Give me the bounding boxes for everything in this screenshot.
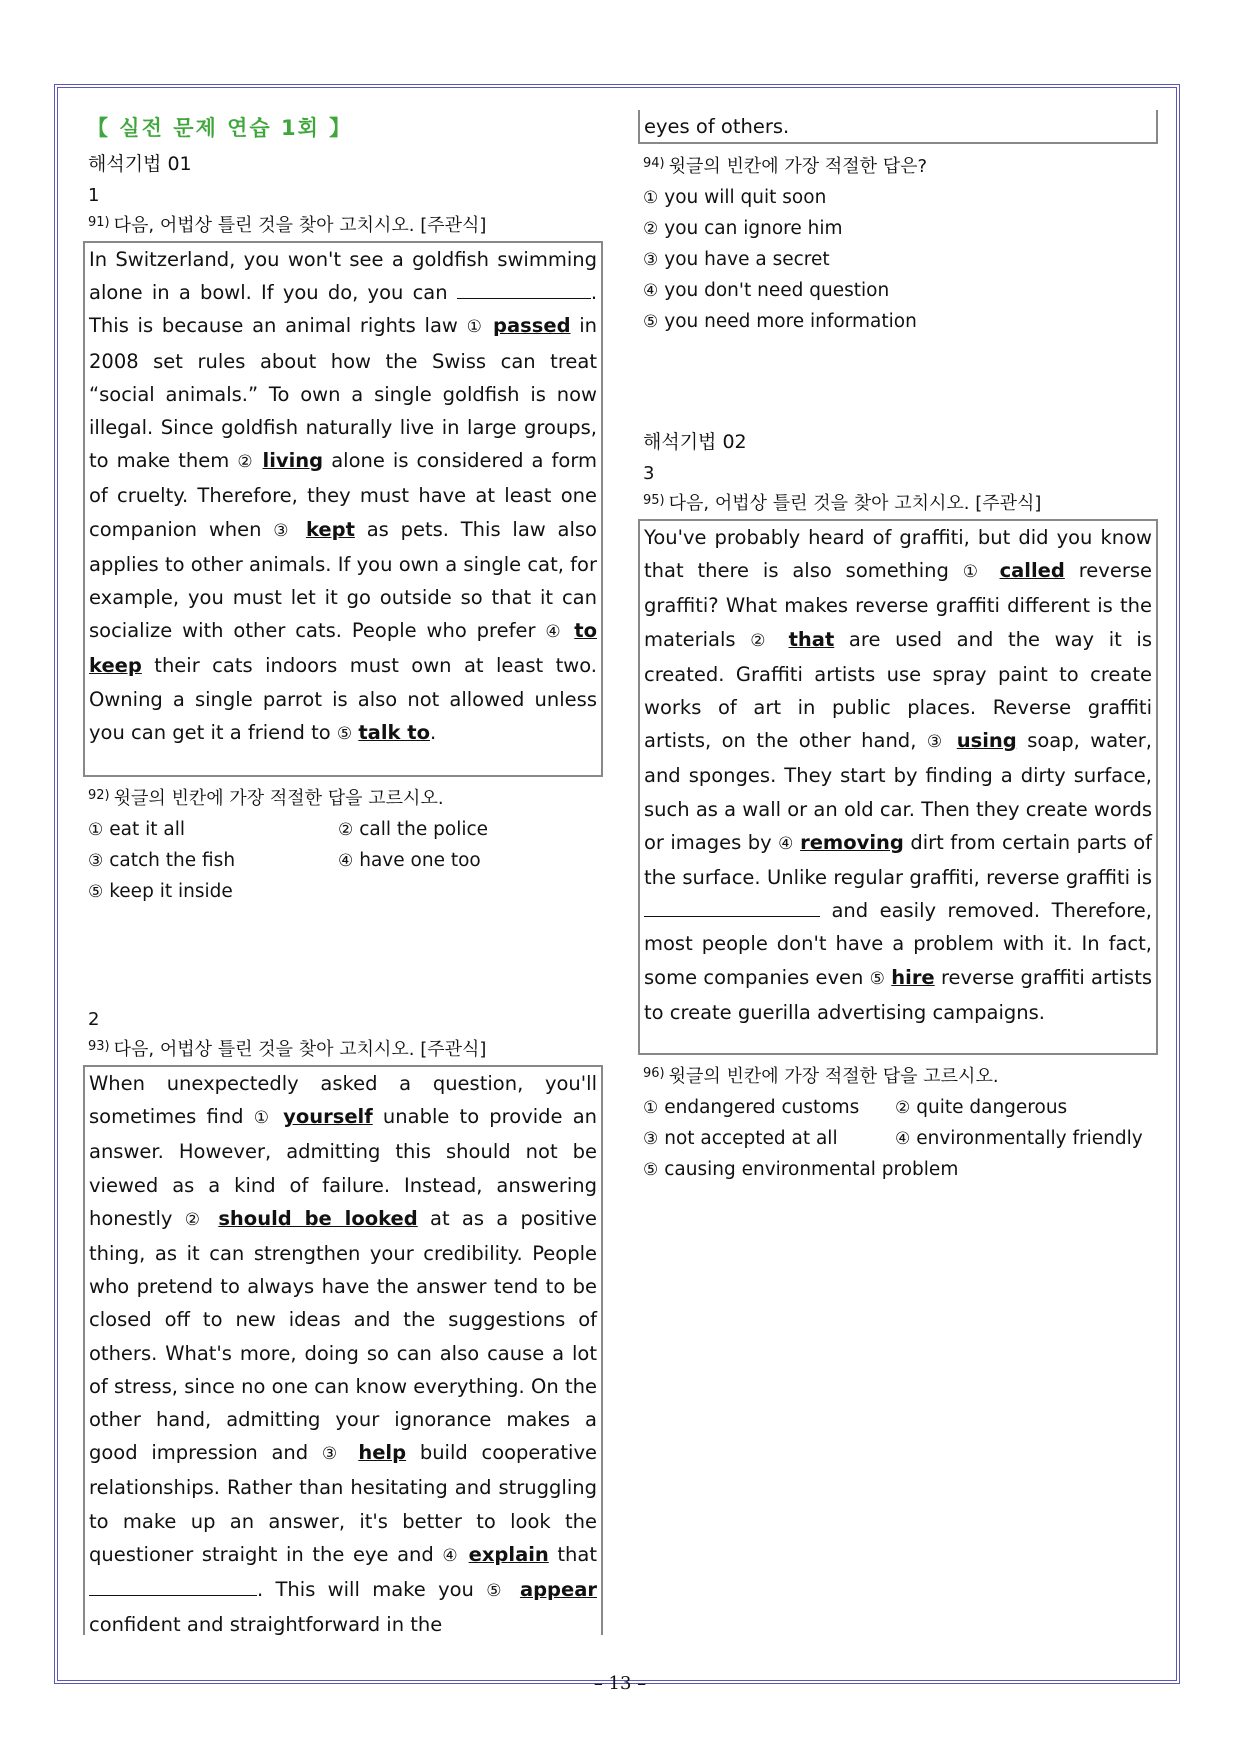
choice-marker: ④ [778,833,794,854]
underlined-choice: called [999,559,1065,583]
passage-2 [83,1065,603,1635]
underlined-choice: should be looked [218,1206,418,1230]
page-number: – 13 – [593,1673,647,1694]
option-3[interactable]: ③ not accepted at all [643,1128,838,1149]
underlined-choice: passed [493,314,571,338]
underlined-choice: kept [305,517,355,541]
choice-marker: ② [237,452,255,473]
method-heading-02: 해석기법 02 [643,431,747,453]
passage-text: unable to provide an answer. However, admitting this should not be viewed as a kind of failure. Instead, answering honestly [89,1105,598,1230]
choice-marker: ① [962,562,986,583]
passage-text: reverse graffiti artists to create guerilla advertising campaigns. [644,965,1153,1024]
question-text: 윗글의 빈칸에 가장 적절한 답을 고르시오. [113,788,444,809]
passage-text: confident and straightforward in the [89,1613,443,1637]
choice-marker: ① [253,1108,273,1129]
question-94 [643,152,1158,182]
passage-text: When unexpectedly asked a question, you'll sometimes find [89,1072,597,1129]
passage-text: and easily removed. Therefore, most people don't have a problem with it. In fact, some companies even [644,899,1153,989]
question-text: 다음, 어법상 틀린 것을 찾아 고치시오. [주관식] [113,1039,487,1060]
question-93 [88,1035,603,1065]
underlined-choice: appear [519,1578,598,1602]
passage-text: . This will make you [257,1578,474,1602]
options-92 [88,814,603,907]
question-91 [88,211,603,241]
passage-text: that [557,1542,597,1566]
choice-marker: ③ [273,520,295,541]
answer-blank [457,280,591,299]
right-column [638,112,1158,1185]
question-number: 94) [643,156,665,171]
option-1[interactable]: ① endangered customs [643,1097,860,1118]
passage-text: eyes of others. [644,115,790,138]
choice-marker: ③ [321,1444,345,1465]
passage-1 [83,241,603,777]
passage-text: soap, water, and sponges. They start by finding a dirty surface, such as a wall or an old car. Then they create words or images by [644,729,1153,854]
question-text: 윗글의 빈칸에 가장 적절한 답을 고르시오. [668,1066,999,1087]
question-95 [643,489,1158,519]
choice-marker: ② [184,1209,207,1230]
options-96 [643,1092,1158,1185]
problem-number-3: 3 [643,463,655,484]
passage-text: their cats indoors must own at least two. Owning a single parrot is also not allowed unless you can get it a friend to [89,654,597,744]
passage-text: are used and the way it is created. Graffiti artists use spray paint to create works of art in public places. Reverse graffiti artists, on the other hand, [644,627,1153,753]
passage-2-continued [638,110,1158,144]
passage-text: In Switzerland, you won't see a goldfish swimming alone in a bowl. If you do, you can [89,248,597,305]
option-5[interactable]: ⑤ keep it inside [88,881,233,902]
underlined-choice: hire [891,965,935,989]
choice-marker: ⑤ [869,968,885,989]
choice-marker: ④ [545,622,565,643]
passage-3 [638,519,1158,1055]
question-number: 96) [643,1066,665,1081]
option-4[interactable]: ④ have one too [338,850,481,871]
option-1[interactable]: ① you will quit soon [643,187,827,208]
underlined-choice: explain [468,1542,549,1566]
underlined-choice: to keep [89,619,597,678]
option-2[interactable]: ② quite dangerous [895,1097,1068,1118]
option-3[interactable]: ③ catch the fish [88,850,236,871]
question-number: 93) [88,1039,110,1054]
question-text: 다음, 어법상 틀린 것을 찾아 고치시오. [주관식] [668,493,1042,514]
answer-blank [644,898,820,917]
section-title: 【 실전 문제 연습 1회 】 [87,116,353,140]
passage-text: as pets. This law also applies to other animals. If you own a single cat, for example, you must let it go outside so that it can socialize with other cats. People who prefer [89,517,597,643]
passage-text: You've probably heard of graffiti, but did you know that there is also something [644,526,1152,583]
passage-text: reverse graffiti? What makes reverse graffiti different is the materials [644,559,1153,651]
question-text: 다음, 어법상 틀린 것을 찾아 고치시오. [주관식] [113,215,487,236]
question-number: 92) [88,788,110,803]
answer-blank [89,1577,257,1596]
underlined-choice: help [358,1441,407,1465]
choice-marker: ⑤ [336,723,353,744]
option-2[interactable]: ② call the police [338,819,489,840]
options-94 [643,182,1158,337]
underlined-choice: talk to [358,720,430,744]
underlined-choice: removing [800,830,904,854]
option-2[interactable]: ② you can ignore him [643,218,843,239]
method-heading-01: 해석기법 01 [88,153,192,175]
option-5[interactable]: ⑤ causing environmental problem [643,1159,959,1180]
choice-marker: ⑤ [486,1581,508,1602]
passage-text: alone is considered a form of cruelty. Therefore, they must have at least one companion when [89,449,598,541]
option-4[interactable]: ④ environmentally friendly [895,1128,1143,1149]
option-3[interactable]: ③ you have a secret [643,249,830,270]
question-96 [643,1062,1158,1092]
problem-number-2: 2 [88,1009,100,1030]
option-4[interactable]: ④ you don't need question [643,280,890,301]
passage-text: at as a positive thing, as it can strengthen your credibility. People who pretend to always have the answer tend to be closed off to new ideas and the suggestions of others. What's more, doing so can also cause a lot of stress, since no one can know everything. On the other hand, admitting your ignorance makes a good impression and [89,1206,597,1465]
passage-text: . [430,720,437,744]
left-column [83,112,603,1635]
underlined-choice: living [262,449,324,473]
passage-text: . This is because an animal rights law [89,281,598,338]
choice-marker: ③ [926,732,947,753]
passage-text: dirt from certain parts of the surface. Unlike regular graffiti, reverse graffiti is [644,830,1153,890]
problem-number-1: 1 [88,185,100,206]
option-5[interactable]: ⑤ you need more information [643,311,917,332]
choice-marker: ① [466,317,485,338]
question-92 [88,784,603,814]
question-text: 윗글의 빈칸에 가장 적절한 답은? [668,156,928,177]
question-number: 95) [643,493,665,508]
option-1[interactable]: ① eat it all [88,819,185,840]
choice-marker: ④ [442,1545,461,1566]
passage-text: in 2008 set rules about how the Swiss can treat “social animals.” To own a single goldfish is now illegal. Since goldfish naturally live in large groups, to make them [89,314,598,473]
underlined-choice: using [956,729,1017,753]
passage-text: build cooperative relationships. Rather than hesitating and struggling to make up an answer, it's better to look the questioner straight in the eye and [89,1441,597,1566]
underlined-choice: that [788,627,835,651]
choice-marker: ② [750,630,774,651]
question-number: 91) [88,215,110,230]
underlined-choice: yourself [283,1105,373,1129]
